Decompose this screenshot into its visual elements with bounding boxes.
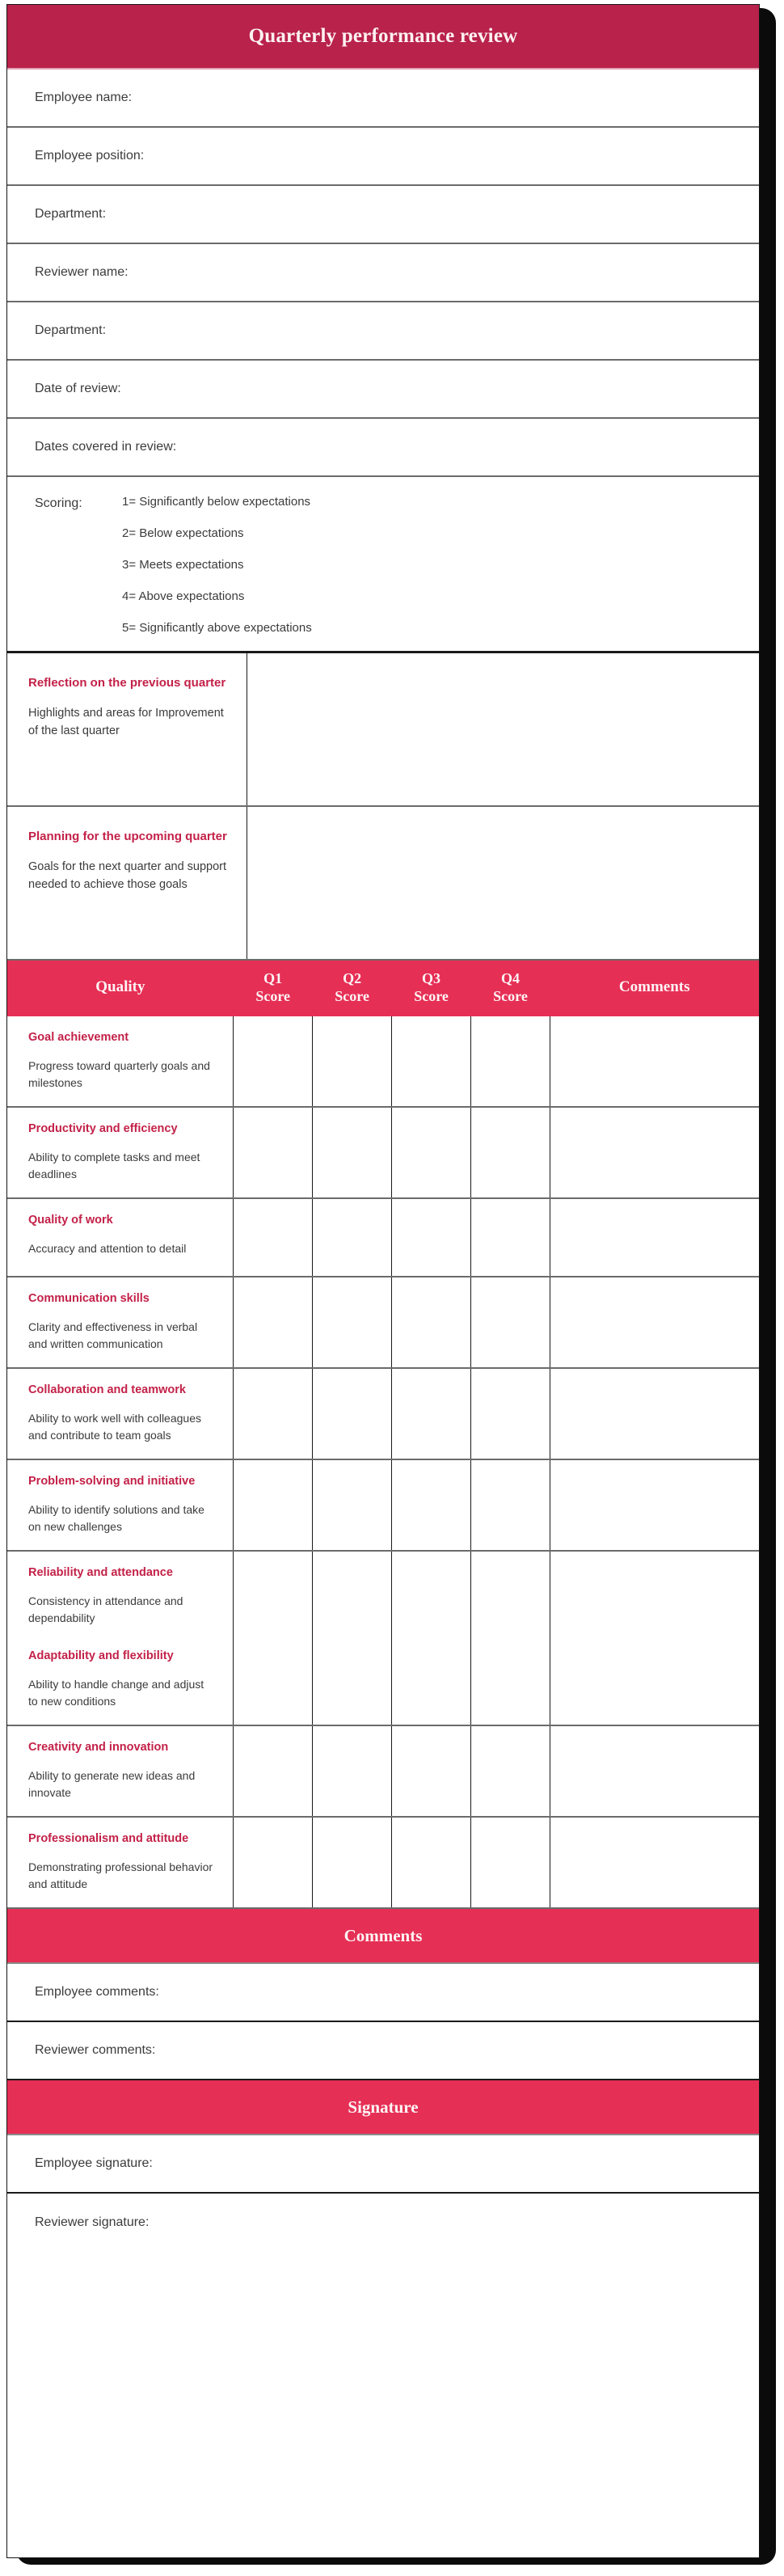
quality-criterion-description: Ability to handle change and adjust to new conditions	[28, 1678, 204, 1708]
comments-cell[interactable]	[550, 1277, 759, 1368]
column-header-q3-score	[392, 961, 471, 1016]
q3-score-cell[interactable]	[392, 1107, 471, 1198]
table-row	[7, 1198, 759, 1277]
comments-cell[interactable]	[550, 1817, 759, 1908]
comments-cell[interactable]	[550, 1368, 759, 1459]
info-field-row[interactable]	[7, 128, 759, 186]
q4-score-cell[interactable]	[471, 1817, 550, 1908]
table-row	[7, 1459, 759, 1551]
info-field-row[interactable]	[7, 302, 759, 361]
scoring-item: 1= Significantly below expectations	[122, 495, 311, 509]
q3-score-cell[interactable]	[392, 1016, 471, 1107]
q3-score-cell[interactable]	[392, 1277, 471, 1368]
q2-score-cell[interactable]	[313, 1725, 392, 1817]
info-field-row[interactable]	[7, 361, 759, 419]
quality-criterion-cell	[7, 1817, 234, 1908]
column-header-q2-label: Q2	[343, 970, 362, 986]
column-header-q1-label: Q1	[263, 970, 283, 986]
comments-cell[interactable]	[550, 1198, 759, 1277]
reflection-answer-cell[interactable]	[247, 653, 759, 805]
info-field-label: Date of review:	[35, 382, 121, 395]
quality-criterion	[28, 1029, 215, 1092]
comments-cell[interactable]	[550, 1459, 759, 1551]
quality-criterion-cell	[7, 1368, 234, 1459]
quality-criterion	[28, 1739, 215, 1801]
scoring-item: 3= Meets expectations	[122, 558, 244, 572]
quality-criterion	[28, 1831, 215, 1893]
quality-criterion-description: Ability to complete tasks and meet deadlines	[28, 1151, 200, 1181]
quality-criterion	[28, 1382, 215, 1444]
q4-score-cell[interactable]	[471, 1551, 550, 1725]
scoring-label: Scoring:	[35, 496, 82, 510]
info-field-row[interactable]	[7, 244, 759, 302]
q4-score-cell[interactable]	[471, 1107, 550, 1198]
signature-field-row[interactable]	[7, 2194, 759, 2252]
quality-criterion-description: Progress toward quarterly goals and milestones	[28, 1059, 210, 1090]
table-row	[7, 1368, 759, 1459]
info-field-label: Reviewer name:	[35, 265, 129, 279]
quality-criterion-cell	[7, 1551, 234, 1725]
table-row	[7, 1817, 759, 1908]
q4-score-cell[interactable]	[471, 1368, 550, 1459]
quality-criterion-cell	[7, 1016, 234, 1107]
reflection-description: Highlights and areas for Improvement of the last quarter	[28, 706, 224, 737]
column-header-comments-label: Comments	[618, 978, 690, 996]
reflection-row	[7, 807, 759, 961]
document-title-bar	[7, 5, 759, 70]
quality-criterion-name: Quality of work	[28, 1214, 113, 1227]
signature-field-row[interactable]	[7, 2135, 759, 2194]
q1-score-cell[interactable]	[234, 1016, 313, 1107]
info-field-row[interactable]	[7, 70, 759, 128]
table-row	[7, 1016, 759, 1107]
table-row	[7, 1277, 759, 1368]
quality-assessment-table	[7, 961, 759, 1909]
quality-table-header-row	[7, 961, 759, 1016]
column-header-q3-label: Q3	[422, 970, 441, 986]
column-header-q1-sub: Score	[255, 987, 290, 1004]
quality-criterion-name: Productivity and efficiency	[28, 1122, 178, 1136]
scoring-item: 4= Above expectations	[122, 589, 245, 603]
info-field-label: Employee position:	[35, 149, 145, 163]
comments-cell[interactable]	[550, 1107, 759, 1198]
reflection-row	[7, 653, 759, 807]
comments-cell[interactable]	[550, 1016, 759, 1107]
info-field-label: Department:	[35, 207, 107, 221]
column-header-q1-score	[234, 961, 313, 1016]
reflection-heading: Planning for the upcoming quarter	[28, 830, 227, 843]
q1-score-cell[interactable]	[234, 1551, 313, 1725]
quality-table-body	[7, 1016, 759, 1908]
field-label: Employee comments:	[35, 1985, 159, 2000]
q1-score-cell[interactable]	[234, 1198, 313, 1277]
quality-criterion-name: Problem-solving and initiative	[28, 1475, 196, 1489]
q2-score-cell[interactable]	[313, 1368, 392, 1459]
comments-field-row[interactable]	[7, 2022, 759, 2080]
column-header-comments	[550, 961, 759, 1016]
signature-banner-label: Signature	[348, 2097, 419, 2117]
signature-fields	[7, 2135, 759, 2252]
quality-criterion-cell	[7, 1107, 234, 1198]
q2-score-cell[interactable]	[313, 1817, 392, 1908]
quality-criterion-cell	[7, 1277, 234, 1368]
q1-score-cell[interactable]	[234, 1459, 313, 1551]
q3-score-cell[interactable]	[392, 1817, 471, 1908]
quality-criterion	[28, 1290, 215, 1353]
quality-criterion-name: Collaboration and teamwork	[28, 1383, 186, 1397]
review-form-card	[6, 4, 760, 2558]
column-header-q4-sub: Score	[493, 987, 528, 1004]
quality-criterion	[28, 1473, 215, 1535]
quality-criterion	[28, 1565, 215, 1627]
quality-criterion-cell	[7, 1198, 234, 1277]
comments-cell[interactable]	[550, 1725, 759, 1817]
quality-criterion	[28, 1648, 215, 1710]
info-field-label: Department:	[35, 323, 107, 337]
q1-score-cell[interactable]	[234, 1817, 313, 1908]
q1-score-cell[interactable]	[234, 1277, 313, 1368]
scoring-item: 2= Below expectations	[122, 526, 244, 540]
column-header-q2-sub: Score	[335, 987, 369, 1004]
quality-criterion-description: Ability to generate new ideas and innovate	[28, 1769, 196, 1800]
q2-score-cell[interactable]	[313, 1016, 392, 1107]
column-header-q4-label: Q4	[500, 970, 520, 986]
q1-score-cell[interactable]	[234, 1725, 313, 1817]
reflection-description: Goals for the next quarter and support needed to achieve those goals	[28, 859, 227, 891]
q3-score-cell[interactable]	[392, 1459, 471, 1551]
q4-score-cell[interactable]	[471, 1016, 550, 1107]
signature-section-banner	[7, 2080, 759, 2135]
quality-criterion-description: Ability to identify solutions and take on new challenges	[28, 1503, 204, 1534]
field-label: Reviewer signature:	[35, 2215, 150, 2230]
field-label: Reviewer comments:	[35, 2043, 156, 2058]
quality-criterion	[28, 1212, 215, 1257]
table-row	[7, 1107, 759, 1198]
quality-criterion-description: Ability to work well with colleagues and contribute to team goals	[28, 1412, 201, 1442]
q3-score-cell[interactable]	[392, 1725, 471, 1817]
employee-info-section	[7, 70, 759, 477]
table-row	[7, 1551, 759, 1725]
q1-score-cell[interactable]	[234, 1107, 313, 1198]
column-header-q4-score	[471, 961, 550, 1016]
table-row	[7, 1725, 759, 1817]
q4-score-cell[interactable]	[471, 1459, 550, 1551]
reflection-sections	[7, 653, 759, 961]
column-header-quality-label: Quality	[95, 978, 145, 996]
reflection-answer-cell[interactable]	[247, 807, 759, 959]
q4-score-cell[interactable]	[471, 1725, 550, 1817]
quality-criterion-name: Reliability and attendance	[28, 1566, 173, 1580]
comments-field-row[interactable]	[7, 1964, 759, 2022]
scoring-legend	[7, 477, 759, 653]
quality-criterion-name: Creativity and innovation	[28, 1741, 169, 1755]
q3-score-cell[interactable]	[392, 1198, 471, 1277]
reflection-prompt-cell	[7, 807, 247, 959]
scoring-items	[122, 495, 312, 635]
quality-criterion-name: Adaptability and flexibility	[28, 1649, 174, 1663]
q2-score-cell[interactable]	[313, 1277, 392, 1368]
quality-criterion-description: Accuracy and attention to detail	[28, 1242, 187, 1256]
info-field-label: Dates covered in review:	[35, 440, 177, 454]
scoring-item: 5= Significantly above expectations	[122, 621, 312, 635]
quality-criterion-description: Clarity and effectiveness in verbal and written communication	[28, 1320, 198, 1351]
comments-section-banner	[7, 1909, 759, 1964]
reflection-heading: Reflection on the previous quarter	[28, 676, 226, 690]
reflection-prompt-cell	[7, 653, 247, 805]
quality-criterion-description: Consistency in attendance and dependability	[28, 1594, 183, 1625]
quality-criterion-name: Communication skills	[28, 1292, 150, 1306]
column-header-q3-sub: Score	[414, 987, 449, 1004]
q4-score-cell[interactable]	[471, 1198, 550, 1277]
column-header-quality	[7, 961, 234, 1016]
quality-criterion	[28, 1121, 215, 1183]
quality-table-header	[7, 961, 759, 1016]
quality-criterion-name: Goal achievement	[28, 1031, 129, 1045]
q2-score-cell[interactable]	[313, 1107, 392, 1198]
comments-banner-label: Comments	[344, 1925, 423, 1945]
comments-fields	[7, 1964, 759, 2080]
info-field-label: Employee name:	[35, 91, 133, 104]
q2-score-cell[interactable]	[313, 1551, 392, 1725]
q2-score-cell[interactable]	[313, 1459, 392, 1551]
q2-score-cell[interactable]	[313, 1198, 392, 1277]
q3-score-cell[interactable]	[392, 1551, 471, 1725]
column-header-q2-score	[313, 961, 392, 1016]
q4-score-cell[interactable]	[471, 1277, 550, 1368]
q3-score-cell[interactable]	[392, 1368, 471, 1459]
quality-criterion-name: Professionalism and attitude	[28, 1832, 189, 1846]
quality-criterion-cell	[7, 1725, 234, 1817]
field-label: Employee signature:	[35, 2156, 153, 2171]
comments-cell[interactable]	[550, 1551, 759, 1725]
info-field-row[interactable]	[7, 419, 759, 477]
page-title: Quarterly performance review	[248, 25, 518, 47]
quality-criterion-cell	[7, 1459, 234, 1551]
info-field-row[interactable]	[7, 186, 759, 244]
q1-score-cell[interactable]	[234, 1368, 313, 1459]
quality-criterion-description: Demonstrating professional behavior and attitude	[28, 1860, 213, 1891]
